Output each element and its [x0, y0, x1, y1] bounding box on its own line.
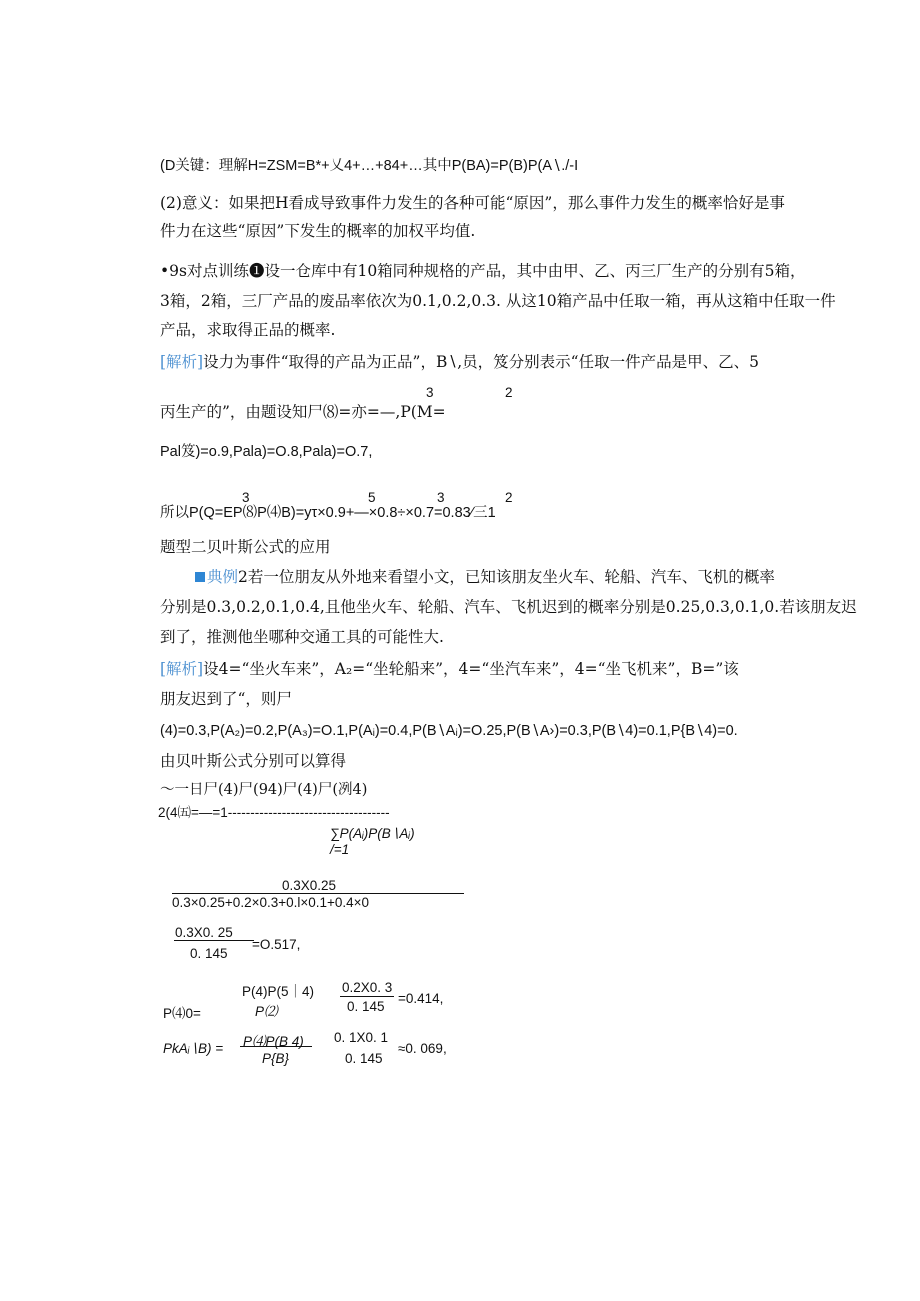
fraction1-bar	[172, 893, 464, 894]
solution-line-3: Pal笈)=o.9,Pala)=O.8,Pala)=O.7,	[160, 444, 373, 460]
formula4-denominator1: P{B}	[262, 1051, 290, 1066]
formula4-numerator1: P⑷P(B 4)	[243, 1034, 304, 1049]
example-line-3: 到了，推测他坐哪种交通工具的可能性大.	[160, 628, 444, 646]
meaning-line-1: (2)意义：如果把H看成导致事件力发生的各种可能“原因”，那么事件力发生的概率恰好是事	[160, 194, 785, 212]
example-solution-line-2: 朋友迟到了“，则尸	[160, 690, 292, 708]
formula3-denominator1: P⑵	[255, 1004, 278, 1019]
example-line-1	[195, 568, 775, 587]
sum-sup-d: 2	[505, 490, 513, 505]
bayes-formula-index: /=1	[330, 842, 350, 857]
sum-sup-b: 5	[368, 490, 376, 505]
practice-line-3: 产品，求取得正品的概率.	[160, 321, 336, 339]
formula3-lhs: P⑷0=	[163, 1006, 201, 1021]
bayes-formula-numerator: ～一日尸(4)尸(94)尸(4)尸(冽4)	[160, 782, 368, 798]
practice-line-1: •9s对点训练❶设一仓库中有10箱同种规格的产品，其中由甲、乙、丙三厂生产的分别有5箱，	[160, 262, 806, 280]
formula4-denominator2: 0. 145	[345, 1051, 383, 1066]
solution-tag: [解析]	[160, 353, 204, 371]
fraction2-numerator: 0.3X0. 25	[175, 925, 233, 940]
fraction2-result: =O.517,	[252, 937, 301, 952]
key-point-line: (D关键：理解H=ZSM=B*+乂4+…+84+…其中P(BA)=P(B)P(A∖./-I	[160, 158, 579, 174]
example-tag: 典例	[207, 568, 239, 586]
fraction2-bar	[174, 940, 254, 941]
example-solution-text: 设4=“坐火车来”，A₂=“坐轮船来”，4=“坐汽车来”，4=“坐飞机来”，B=”该	[203, 660, 739, 678]
formula3-numerator2: 0.2X0. 3	[342, 980, 393, 995]
formula3-bar	[340, 996, 394, 997]
formula4-bar1	[240, 1046, 312, 1047]
section-heading: 题型二贝叶斯公式的应用	[160, 538, 331, 556]
formula4-result: ≈0. 069,	[398, 1041, 447, 1056]
given-probabilities: (4)=0.3,P(A₂)=0.2,P(A₃)=O.1,P(Aᵢ)=0.4,P(B∖Aᵢ)=O.25,P(B∖A›)=0.3,P(B∖4)=0.1,P{B∖4)=0.	[160, 723, 738, 739]
formula4-lhs: PkAᵢ∖B) =	[163, 1041, 224, 1056]
example-text: 2若一位朋友从外地来看望小文，已知该朋友坐火车、轮船、汽车、飞机的概率	[238, 568, 775, 586]
solution-line-1	[160, 353, 759, 372]
fraction-sup-3: 3	[426, 385, 434, 400]
bayes-formula-sum: ∑P(Aᵢ)P(B∖Aᵢ)	[330, 826, 415, 841]
fraction1-denominator: 0.3×0.25+0.2×0.3+0.l×0.1+0.4×0	[172, 895, 370, 910]
example-solution-line-1	[160, 660, 739, 679]
total-probability-result: 所以P(Q=EP⑻P⑷B)=уτ×0.9+—×0.8÷×0.7=0.83∕三1	[160, 505, 496, 521]
meaning-line-2: 件力在这些“原因”下发生的概率的加权平均值.	[160, 222, 476, 240]
example-marker-icon	[195, 572, 205, 582]
solution-text: 设力为事件“取得的产品为正品”，B∖,员，笈分别表示“任取一件产品是甲、乙、5	[203, 353, 759, 371]
practice-line-2: 3箱，2箱，三厂产品的废品率依次为0.1,0.2,0.3. 从这10箱产品中任取一箱，再从这箱中任取一件	[160, 292, 836, 310]
example-line-2: 分别是0.3,0.2,0.1,0.4,且他坐火车、轮船、汽车、飞机迟到的概率分别是0.25,0.3,0.1,0.若该朋友迟	[160, 598, 857, 616]
bayes-formula-lhs: 2(4㈤=—=1------------------------------------	[158, 805, 390, 820]
example-solution-tag: [解析]	[160, 660, 204, 678]
formula3-result: =0.414,	[398, 991, 444, 1006]
fraction2-denominator: 0. 145	[190, 946, 228, 961]
fraction1-numerator: 0.3X0.25	[282, 878, 337, 893]
formula4-numerator2: 0. 1X0. 1	[334, 1030, 389, 1045]
solution-line-2: 丙生产的”，由题设知尸⑻=亦=—,P(M=	[160, 403, 446, 421]
formula3-denominator2: 0. 145	[347, 999, 385, 1014]
formula3-numerator1: P(4)P(5｜4)	[242, 984, 315, 999]
sum-sup-c: 3	[437, 490, 445, 505]
fraction-sup-2: 2	[505, 385, 513, 400]
sum-sup-a: 3	[242, 490, 250, 505]
bayes-intro: 由贝叶斯公式分别可以算得	[160, 752, 347, 770]
